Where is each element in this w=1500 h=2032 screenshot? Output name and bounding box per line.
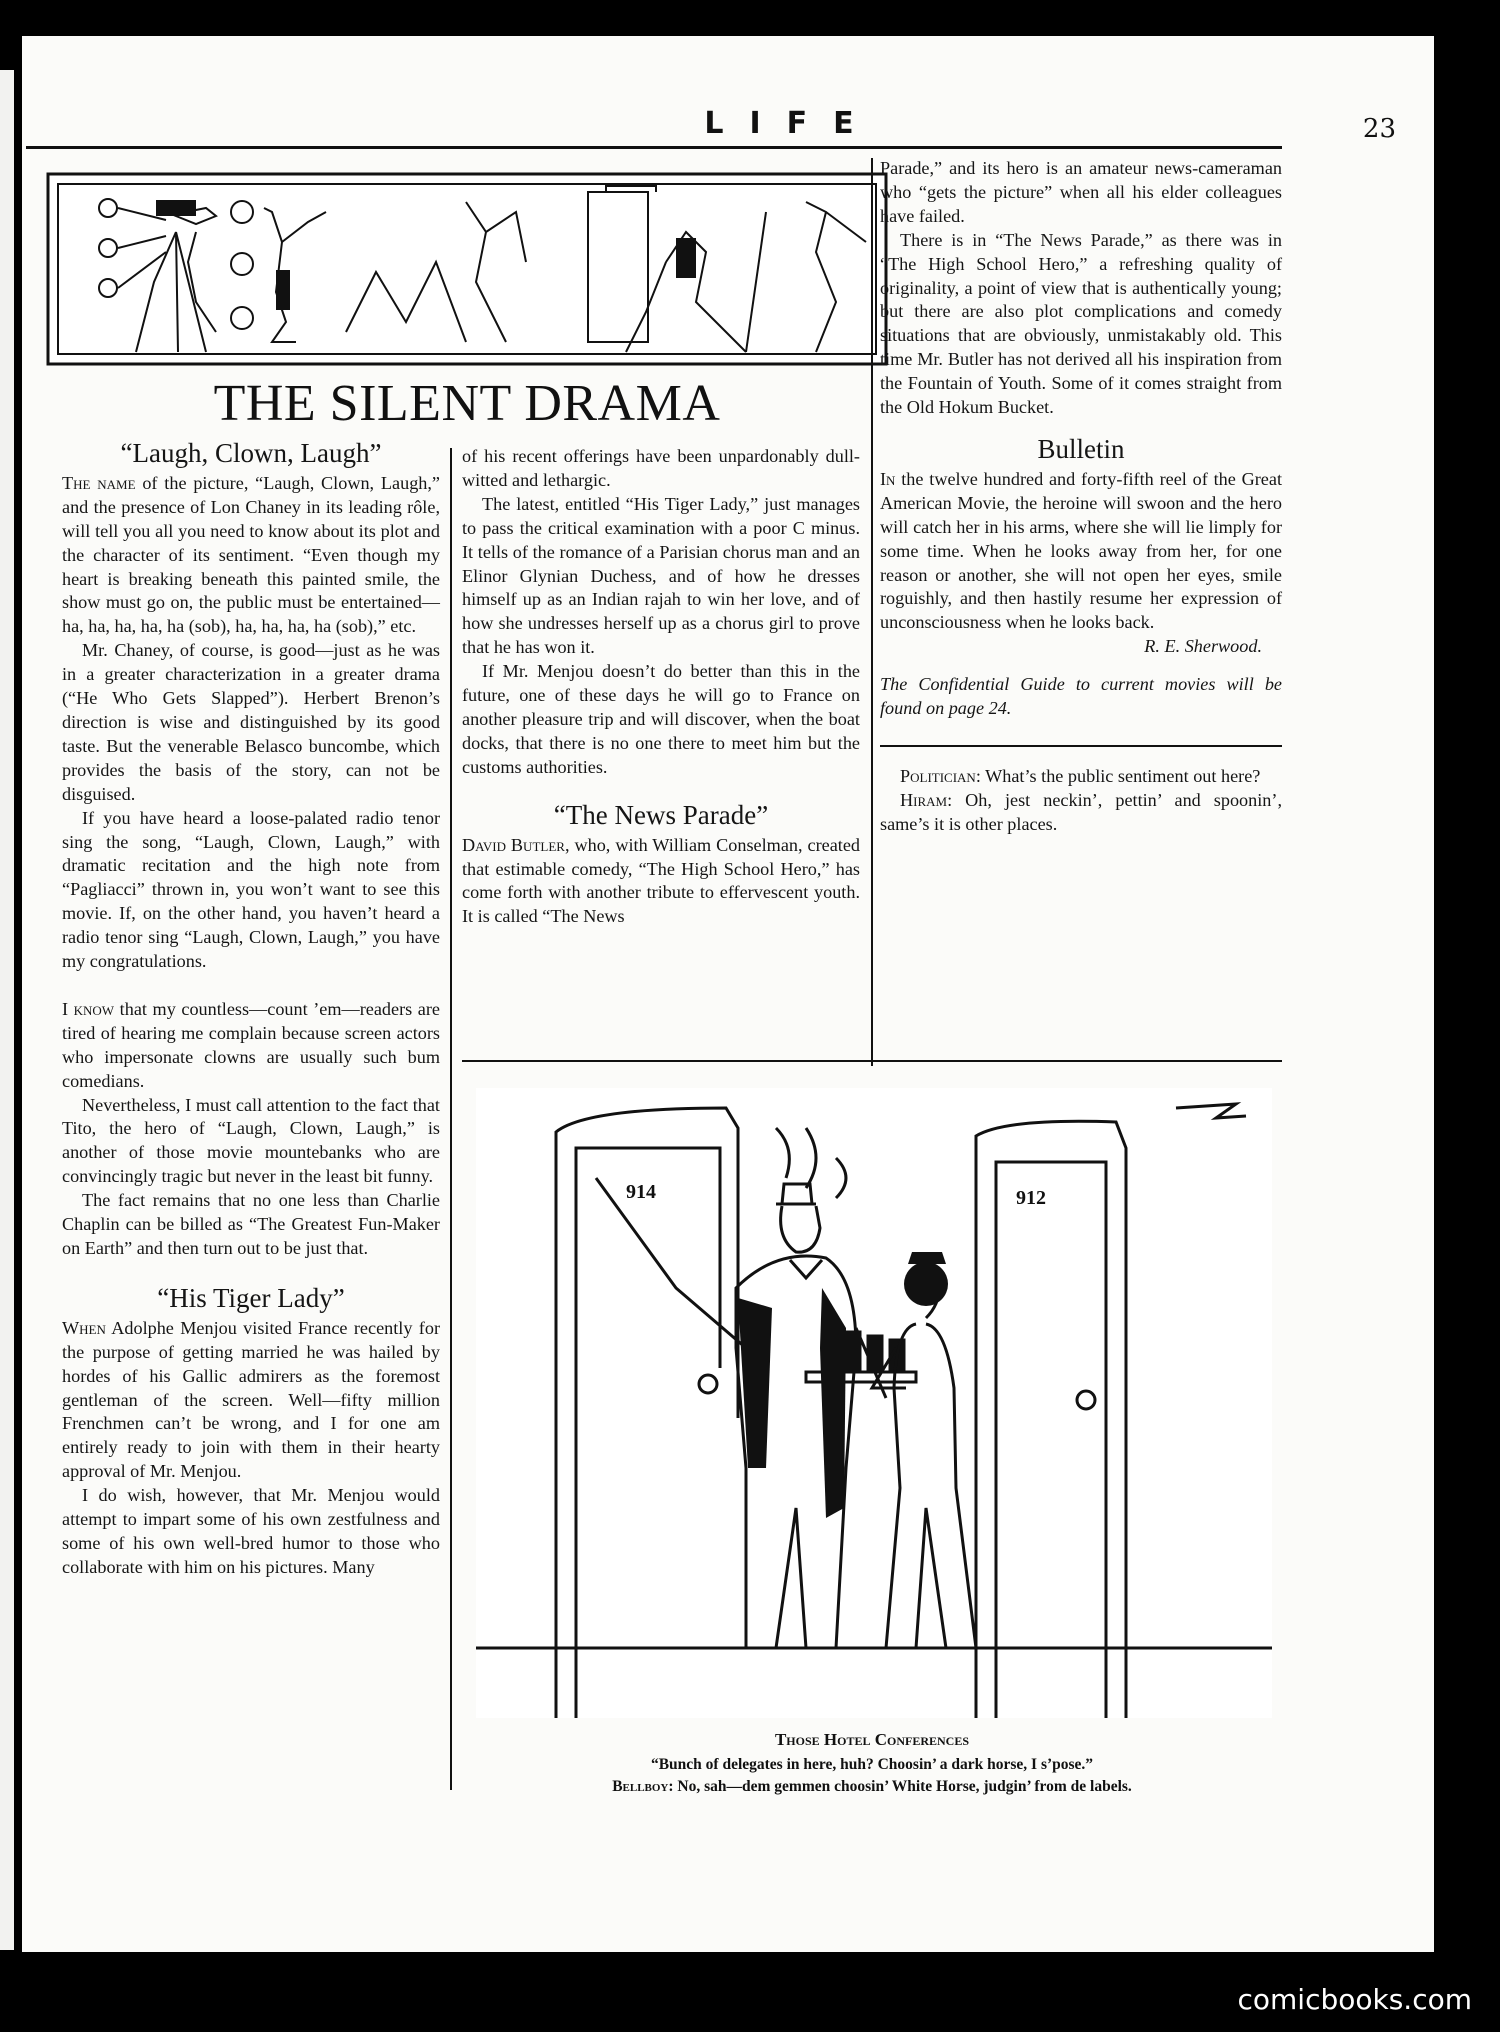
caption-line: “Bunch of delegates in here, huh? Choosin’ a dark horse, I s’pose.” xyxy=(650,1756,1094,1773)
door-number-914: 914 xyxy=(626,1181,656,1203)
paragraph: The fact remains that no one less than Charlie Chaplin can be billed as “The Greatest Fun-Maker on Earth” and then turn out to be just that. xyxy=(62,1190,440,1258)
paragraph: David Butler, who, with William Conselman, created that estimable comedy, “The High School Hero,” has come forth with another tribute to effervescent youth. It is called “The News xyxy=(462,834,861,927)
column-1 xyxy=(62,438,440,1580)
guide-note: The Confidential Guide to current movies will be found on page 24. xyxy=(880,674,1282,719)
column-2 xyxy=(462,445,860,929)
page-number: 23 xyxy=(1362,114,1396,144)
caption-title: Those Hotel Conferences xyxy=(774,1730,970,1749)
paragraph: Nevertheless, I must call attention to the fact that Tito, the hero of “Laugh, Clown, Laugh,” is another of those movie mountebanks who are convincingly tragic but never in the least bit funny. xyxy=(62,1094,440,1187)
cartoon-rule xyxy=(462,1060,1282,1062)
paragraph: If Mr. Menjou doesn’t do better than this in the future, one of these days he will go to France on another pleasure trip and will discover, when the boat docks, that there is no one there to meet him but the customs authorities. xyxy=(462,661,860,777)
paragraph: The latest, entitled “His Tiger Lady,” just manages to pass the critical examination with a poor C minus. It tells of the romance of a Parisian chorus man and an Elinor Glynian Duchess, and of how he dresses himself up as an Indian rajah to win her love, and of how she undresses herself up as a chorus girl to prove that he has won it. xyxy=(462,493,860,658)
joke-line: Politician: What’s the public sentiment out here? xyxy=(900,765,1261,786)
header-illustration xyxy=(46,172,888,366)
paragraph: Mr. Chaney, of course, is good—just as he was in a greater characterization in a greater drama (“He Who Gets Slapped”). Herbert Brenon’s direction is wise and distinguished by its good taste. But the venerable Belasco buncombe, which provides the basis of the story, can not be disguised. xyxy=(62,640,440,804)
masthead-rule xyxy=(26,146,1282,149)
paragraph: of his recent offerings have been unpardonably dull-witted and lethargic. xyxy=(462,446,860,490)
section-heading: “The News Parade” xyxy=(553,799,769,830)
paragraph: In the twelve hundred and forty-fifth reel of the Great American Movie, the heroine will swoon and the hero will catch her in his arms, where she will lie limply for some time. When he looks away from her, for one reason or another, she will not open her eyes, smile roguishly, and then hastily resume her expression of unconsciousness when he looks back. xyxy=(880,468,1282,633)
watermark: comicbooks.com xyxy=(1237,1983,1472,2016)
section-heading: Bulletin xyxy=(1037,433,1125,464)
adjacent-page-edge xyxy=(0,70,14,1950)
column-3 xyxy=(880,157,1282,837)
door-number-912: 912 xyxy=(1016,1187,1046,1209)
section-heading: “Laugh, Clown, Laugh” xyxy=(120,438,382,468)
paragraph: I know that my countless—count ’em—readers are tired of hearing me complain because screen actors who impersonate clowns are usually such bum comedians. xyxy=(62,998,440,1091)
paragraph: Parade,” and its hero is an amateur news-cameraman who “gets the picture” when all his elder colleagues have failed. xyxy=(880,158,1282,226)
cartoon-caption xyxy=(462,1730,1282,1796)
paragraph: I do wish, however, that Mr. Menjou would attempt to impart some of his own zestfulness and some of his own well-bred humor to those who collaborate with him on his pictures. Many xyxy=(62,1485,440,1577)
paragraph: When Adolphe Menjou visited France recently for the purpose of getting married he was hailed by hordes of his Gallic admirers as the foremost gentleman of the screen. Well—fifty million Frenchmen can’t be wrong, and I for one am entirely ready to join with them in their hearty approval of Mr. Menjou. xyxy=(62,1317,440,1482)
joke-line: Hiram: Oh, jest neckin’, pettin’ and spoonin’, same’s it is other places. xyxy=(880,789,1282,834)
column-rule-2 xyxy=(871,158,873,1066)
masthead: LIFE xyxy=(704,106,880,141)
caption-line: Bellboy: No, sah—dem gemmen choosin’ White Horse, judgin’ from de labels. xyxy=(612,1778,1132,1795)
cartoon-illustration xyxy=(476,1088,1272,1718)
section-rule xyxy=(880,745,1282,747)
column-rule-1 xyxy=(450,448,452,1790)
page-title: THE SILENT DRAMA xyxy=(213,375,721,432)
paragraph: There is in “The News Parade,” as there was in “The High School Hero,” a refreshing quality of originality, a point of view that is authentically young; but there are also plot complications and comedy situations that are obviously, unmistakably old. This time Mr. Butler has not derived all his inspiration from the Fountain of Youth. Some of it comes straight from the Old Hokum Bucket. xyxy=(880,229,1282,418)
author-signature: R. E. Sherwood. xyxy=(1144,636,1262,657)
paragraph: If you have heard a loose-palated radio tenor sing the song, “Laugh, Clown, Laugh,” with dramatic recitation and the high note from “Pagliacci” thrown in, you won’t want to see this movie. If, on the other hand, you haven’t heard a radio tenor sing “Laugh, Clown, Laugh,” you have my congratulations. xyxy=(62,807,440,972)
magazine-page xyxy=(22,36,1434,1952)
paragraph: The name of the picture, “Laugh, Clown, Laugh,” and the presence of Lon Chaney in its leading rôle, will tell you all you need to know about its plot and the character of its sentiment. “Even though my heart is breaking beneath this painted smile, the show must go on, the public must be entertained—ha, ha, ha, ha, ha (sob), ha, ha, ha, ha (sob),” etc. xyxy=(62,472,440,637)
section-heading: “His Tiger Lady” xyxy=(157,1282,345,1313)
